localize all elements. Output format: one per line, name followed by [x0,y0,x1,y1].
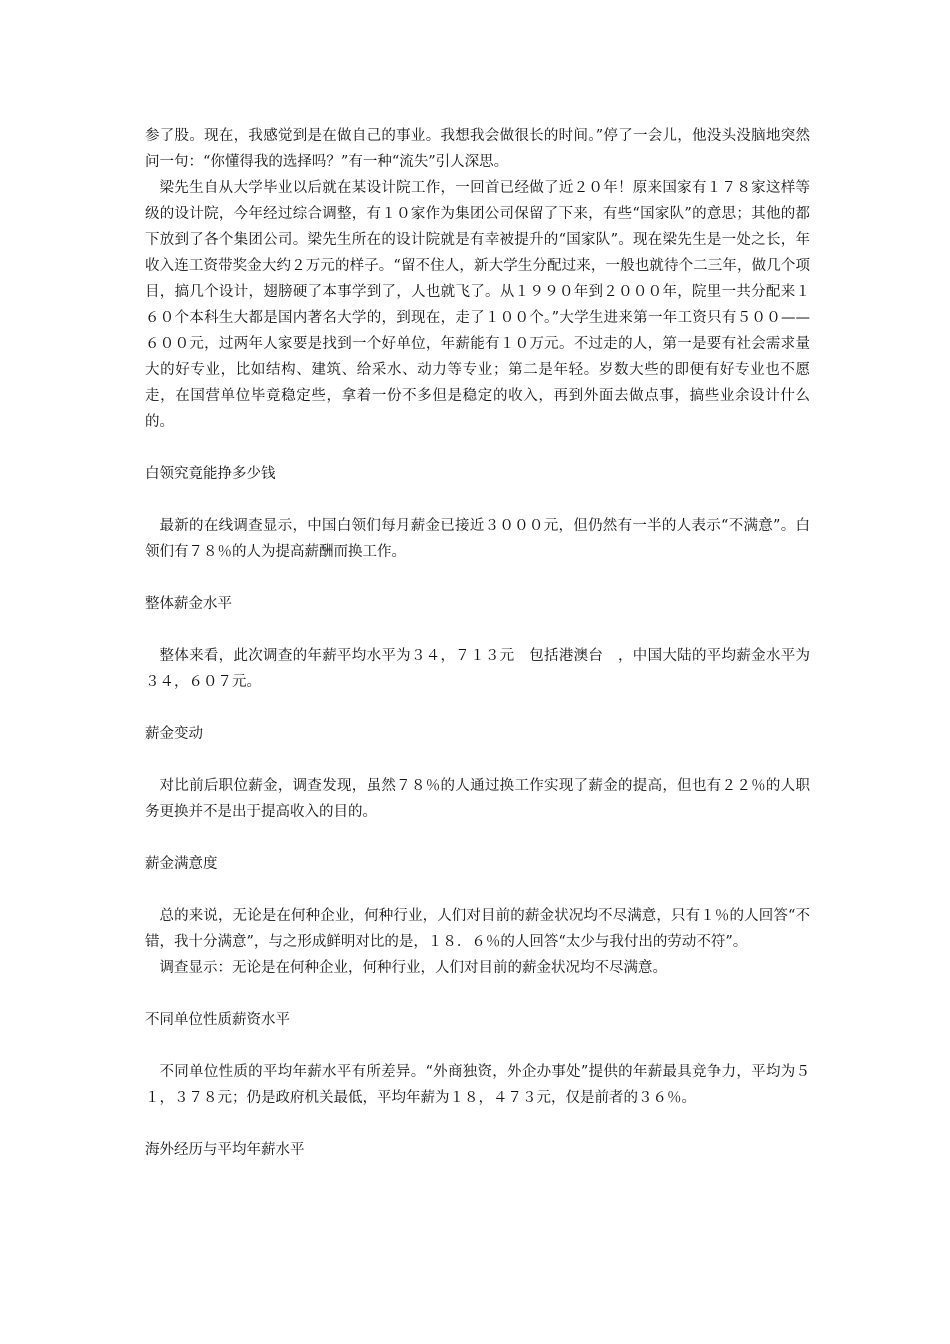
heading-overall-salary: 整体薪金水平 [145,596,232,612]
spacer [145,1033,810,1059]
spacer [145,487,810,513]
spacer [145,825,810,851]
spacer [145,617,810,643]
spacer [145,565,810,591]
heading-overseas-experience: 海外经历与平均年薪水平 [145,1142,305,1158]
paragraph-online-survey: 最新的在线调查显示，中国白领们每月薪金已接近３０００元，但仍然有一半的人表示“不满意”。白领们有７８％的人为提高薪酬而换工作。 [145,518,810,560]
spacer [145,1111,810,1137]
paragraph-choice-reflection: 参了股。现在，我感觉到是在做自己的事业。我想我会做很长的时间。”停了一会儿，他没头没脑地突然问一句：“你懂得我的选择吗？”有一种“流失”引人深思。 [145,128,810,170]
heading-salary-change: 薪金变动 [145,726,203,742]
heading-employer-type-salary: 不同单位性质薪资水平 [145,1012,290,1028]
paragraph-satisfaction-survey: 调查显示：无论是在何种企业，何种行业，人们对目前的薪金状况均不尽满意。 [159,960,667,976]
paragraph-overall-salary: 整体来看，此次调查的年薪平均水平为３４，７１３元 包括港澳台 ，中国大陆的平均薪金水平为３４，６０７元。 [145,648,810,690]
spacer [145,695,810,721]
spacer [145,435,810,461]
paragraph-salary-change: 对比前后职位薪金，调查发现，虽然７８％的人通过换工作实现了薪金的提高，但也有２２％的人职务更换并不是出于提高收入的目的。 [145,778,810,820]
spacer [145,747,810,773]
heading-white-collar-earnings: 白领究竟能挣多少钱 [145,466,276,482]
paragraph-satisfaction-summary: 总的来说，无论是在何种企业，何种行业，人们对目前的薪金状况均不尽满意，只有１％的人回答“不错，我十分满意”，与之形成鲜明对比的是，１８．６％的人回答“太少与我付出的劳动不符”。 [145,908,810,950]
document-page [145,123,810,1163]
spacer [145,877,810,903]
spacer [145,981,810,1007]
heading-salary-satisfaction: 薪金满意度 [145,856,218,872]
paragraph-design-institute: 梁先生自从大学毕业以后就在某设计院工作，一回首已经做了近２０年！原来国家有１７８家这样等级的设计院，今年经过综合调整，有１０家作为集团公司保留了下来，有些“国家队”的意思；其他的都下放到了各个集团公司。梁先生所在的设计院就是有幸被提升的“国家队”。现在梁先生是一处之长，年收入连工资带奖金大约２万元的样子。“留不住人，新大学生分配过来，一般也就待个二三年，做几个项目，搞几个设计，翅膀硬了本事学到了，人也就飞了。从１９９０年到２０００年，院里一共分配来１６０个本科生大都是国内著名大学的，到现在，走了１００个。”大学生进来第一年工资只有５００——６００元，过两年人家要是找到一个好单位，年薪能有１０万元。不过走的人，第一是要有社会需求量大的好专业，比如结构、建筑、给采水、动力等专业；第二是年轻。岁数大些的即便有好专业也不愿走，在国营单位毕竟稳定些，拿着一份不多但是稳定的收入，再到外面去做点事，搞些业余设计什么的。 [145,180,810,430]
paragraph-employer-type-salary: 不同单位性质的平均年薪水平有所差异。“外商独资，外企办事处”提供的年薪最具竞争力，平均为５１，３７８元；仍是政府机关最低，平均年薪为１８，４７３元，仅是前者的３６％。 [145,1064,810,1106]
